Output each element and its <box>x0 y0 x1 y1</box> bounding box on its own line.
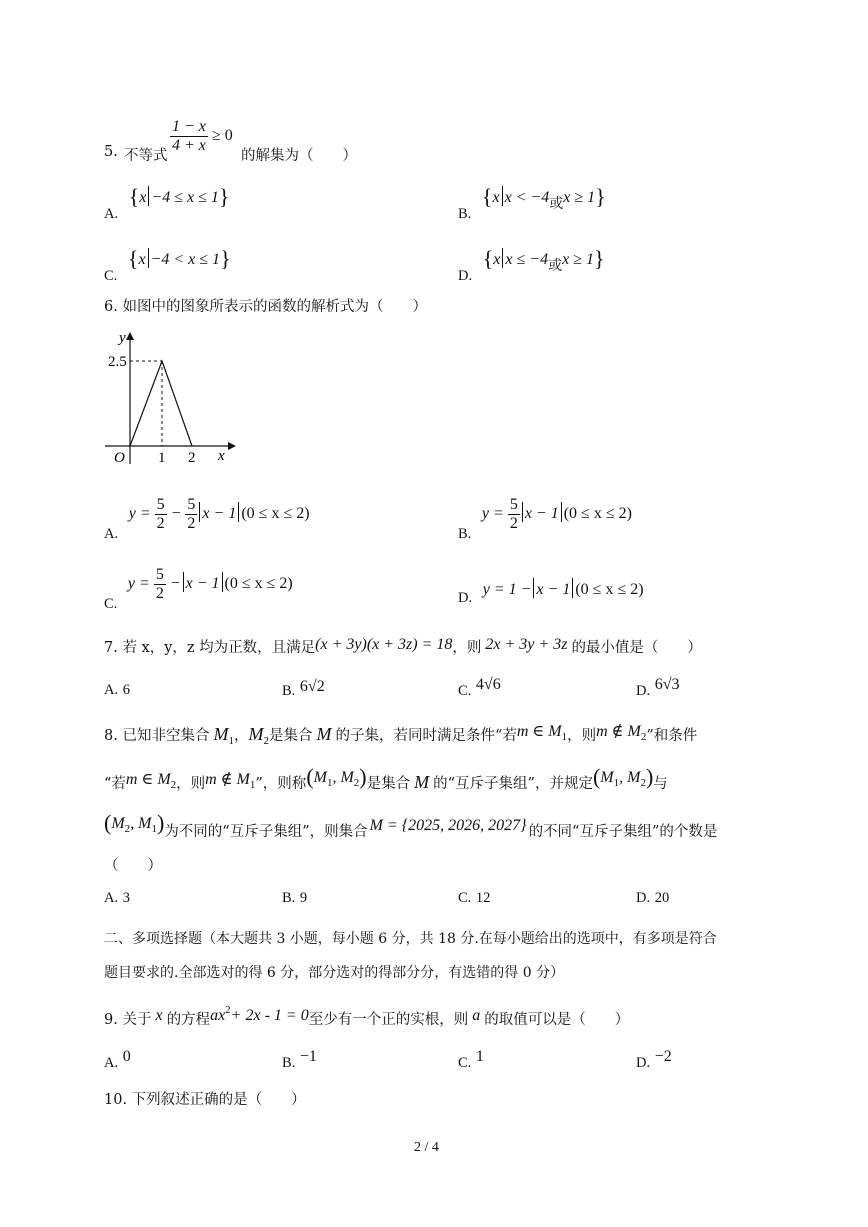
q7-suffix: 的最小值是（ ） <box>571 640 702 656</box>
y-axis-label: y <box>119 330 126 346</box>
q5-option-c[interactable] <box>104 246 231 284</box>
option-label: D. <box>636 890 651 906</box>
option-label: A. <box>104 206 119 222</box>
q7-option-a[interactable] <box>104 682 130 699</box>
x-tick-label-2: 2 <box>188 450 196 466</box>
q7-expression: 2x + 3y + 3z <box>485 636 568 653</box>
q8-option-a[interactable] <box>104 890 130 907</box>
q5-fraction <box>170 118 208 155</box>
option-label: B. <box>282 890 296 906</box>
q5-option-b[interactable] <box>458 184 606 222</box>
q10-stem: 10. 下列叙述正确的是（ ） <box>104 1092 306 1108</box>
option-value: 12 <box>475 890 491 906</box>
option-value: 4√6 <box>475 676 501 693</box>
q6-stem: 6. 如图中的图象所表示的函数的解析式为（ ） <box>104 299 427 315</box>
function-curve <box>130 361 192 446</box>
q7-stem <box>104 636 702 657</box>
q8-option-d[interactable] <box>636 890 669 907</box>
q5-option-a[interactable] <box>104 184 230 222</box>
option-value: 6 <box>122 682 130 698</box>
x-tick-label-1: 1 <box>158 450 166 466</box>
option-value: 6√2 <box>299 678 325 695</box>
q6-option-c[interactable] <box>104 566 293 613</box>
q6-option-b[interactable] <box>458 496 632 543</box>
option-label: A. <box>104 890 119 906</box>
q5-prefix: 不等式 <box>124 148 168 164</box>
q9-option-b[interactable] <box>282 1048 317 1071</box>
q7-mid: ，则 <box>452 640 482 656</box>
option-label: C. <box>458 683 472 699</box>
page-number: 2 / 4 <box>414 1140 439 1155</box>
option-label: D. <box>458 268 473 284</box>
formula: y = 1 − x − 1 (0 ≤ x ≤ 2) <box>483 581 644 598</box>
option-label: B. <box>282 1055 296 1071</box>
q6-graph <box>100 328 240 468</box>
q5-frac-den: 4 + x <box>172 137 206 154</box>
q7-option-c[interactable] <box>458 676 501 699</box>
q7-prefix: 7. 若 x，y，z 均为正数，且满足 <box>104 640 316 656</box>
q8-line-1: 8. 已知非空集合 $M_1$，$M_2$是集合 M 的子集，若同时满足条件“若m ∈ $M_1$，则m ∉ $M_2$”和条件 <box>104 723 698 747</box>
q6-option-a[interactable] <box>104 496 310 543</box>
formula: y = $\frac{5}{2}$ x − 1 (0 ≤ x ≤ 2) <box>481 496 632 532</box>
option-label: C. <box>104 596 118 613</box>
option-label: C. <box>104 268 118 284</box>
q8-option-c[interactable] <box>458 890 490 907</box>
x-axis-label: x <box>218 448 225 464</box>
q5-frac-num: 1 − x <box>172 118 206 135</box>
q8-line-3: ($M_2$, $M_1$)为不同的“互斥子集组”，则集合 M = {2025, 2026, 2027} 的不同“互斥子集组”的个数是 <box>104 810 718 840</box>
option-label: B. <box>458 526 472 543</box>
q5-relation: ≥ 0 <box>212 127 233 144</box>
formula: y = $\frac{5}{2}$ − $\frac{5}{2}$ x − 1 (0 ≤ x ≤ 2) <box>128 496 310 532</box>
q9-option-c[interactable] <box>458 1048 484 1071</box>
q9-option-d[interactable] <box>636 1048 672 1071</box>
option-value: 20 <box>654 890 670 906</box>
option-value: −1 <box>299 1048 317 1065</box>
q9-option-a[interactable] <box>104 1048 131 1071</box>
option-label: C. <box>458 890 472 906</box>
option-label: C. <box>458 1055 472 1071</box>
q8-option-b[interactable] <box>282 890 307 907</box>
section-heading-line-2: 题目要求的.全部选对的得 6 分，部分选对的得部分分，有选错的得 0 分） <box>104 965 565 981</box>
option-label: B. <box>458 206 472 222</box>
y-tick-label: 2.5 <box>108 354 127 370</box>
y-axis-arrow <box>126 332 134 340</box>
set-expression: {x −4 ≤ x ≤ 1} <box>128 184 230 209</box>
option-value: 9 <box>299 890 308 906</box>
set-expression: {x x ≤ −4或x ≥ 1} <box>482 246 605 274</box>
option-value: 6√3 <box>654 676 680 693</box>
option-value: 1 <box>475 1048 484 1065</box>
q7-option-b[interactable] <box>282 678 325 699</box>
q5-number: 5. <box>104 144 118 160</box>
q8-line-2: “若m ∈ $M_2$，则m ∉ $M_1$”，则称($M_1$, $M_2$)是集合 M 的“互斥子集组”，并规定($M_1$, $M_2$)与 <box>104 764 668 792</box>
option-value: −2 <box>654 1048 672 1065</box>
option-value: 3 <box>122 890 130 906</box>
q7-option-d[interactable] <box>636 676 680 699</box>
option-label: B. <box>282 683 296 699</box>
option-label: A. <box>104 682 119 698</box>
q6-option-d[interactable] <box>458 578 644 606</box>
x-axis-arrow <box>228 442 236 450</box>
option-label: A. <box>104 526 119 543</box>
section-heading-line-1: 二、多项选择题（本大题共 3 小题，每小题 6 分，共 18 分.在每小题给出的选项中，有多项是符合 <box>104 931 717 947</box>
set-expression: {x −4 < x ≤ 1} <box>127 246 231 271</box>
option-value: 0 <box>122 1048 131 1065</box>
q5-suffix: 的解集为（ ） <box>241 148 357 164</box>
q9-stem: 9. 关于 x 的方程$ax^2+ 2x - 1 = 0$至少有一个正的实根，则 a 的取值可以是（ ） <box>104 1004 630 1028</box>
set-expression: {x x < −4或x ≥ 1} <box>481 184 606 212</box>
option-label: D. <box>458 590 473 606</box>
option-label: D. <box>636 1055 651 1071</box>
q7-condition: (x + 3y)(x + 3z) = 18 <box>315 636 453 653</box>
option-label: D. <box>636 683 651 699</box>
option-label: A. <box>104 1055 119 1071</box>
formula: y = $\frac{5}{2}$ − x − 1 (0 ≤ x ≤ 2) <box>127 566 293 602</box>
q8-line-4: （ ） <box>104 858 162 874</box>
q5-option-d[interactable] <box>458 246 605 284</box>
origin-label: O <box>114 450 125 466</box>
